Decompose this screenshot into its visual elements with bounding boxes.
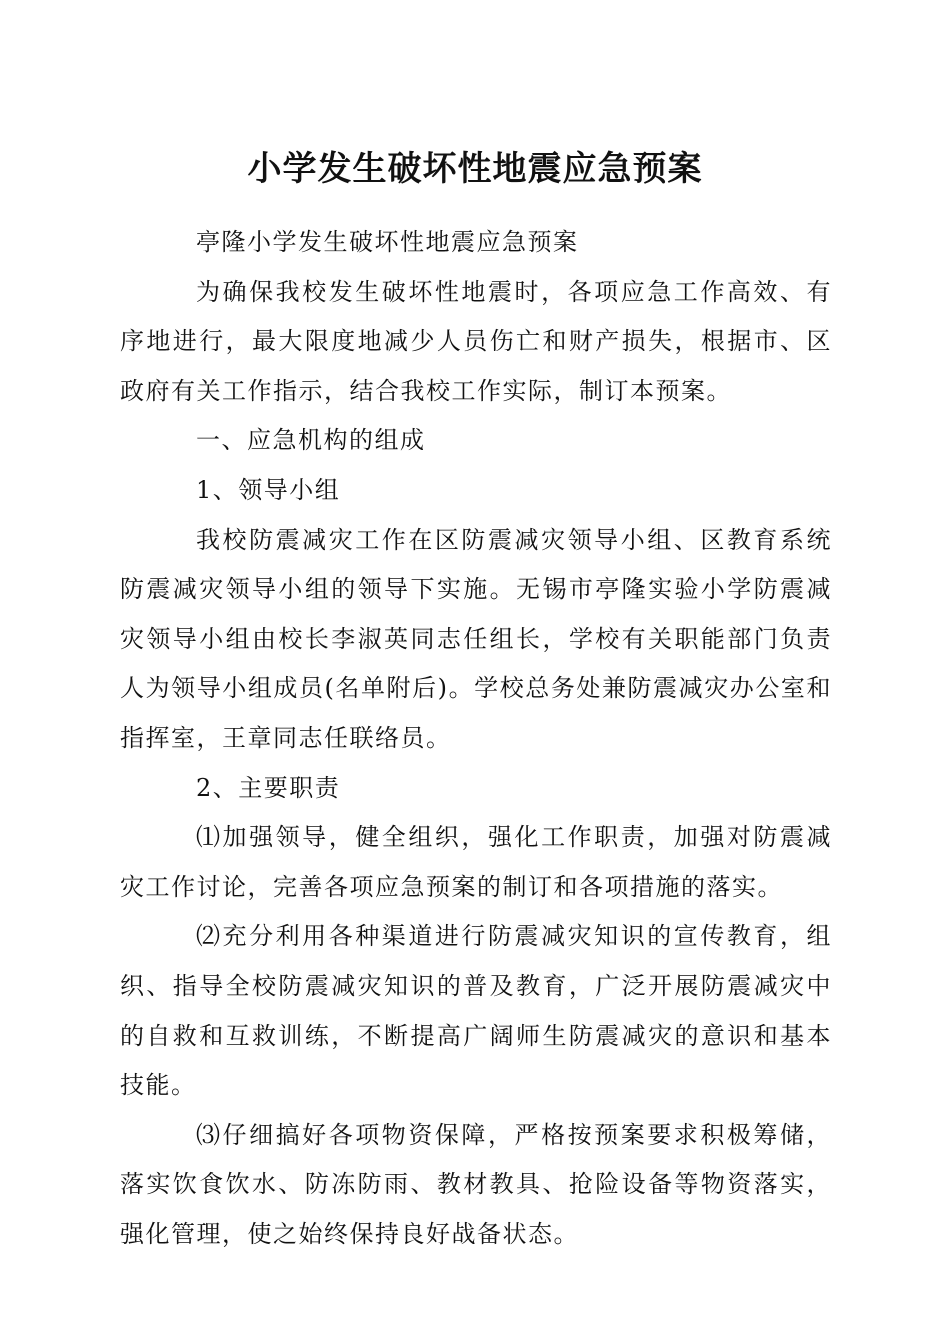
paragraph-duty-2: ⑵充分利用各种渠道进行防震减灾知识的宣传教育，组织、指导全校防震减灾知识的普及教育，广泛开展防震减灾中的自救和互救训练，不断提高广阔师生防震减灾的意识和基本技能。	[120, 922, 832, 1100]
paragraph-leadership-group: 我校防震减灾工作在区防震减灾领导小组、区教育系统防震减灾领导小组的领导下实施。无锡市亭隆实验小学防震减灾领导小组由校长李淑英同志任组长，学校有关职能部门负责人为领导小组成员(名单附后)。学校总务处兼防震减灾办公室和指挥室，王章同志任联络员。	[120, 525, 832, 752]
paragraph-subtitle: 亭隆小学发生破坏性地震应急预案	[196, 228, 579, 256]
subsection-heading-main-duties: 2、主要职责	[196, 773, 341, 802]
document-body	[120, 218, 832, 1259]
section-heading-organization: 一、应急机构的组成	[196, 426, 426, 455]
subsection-heading-leadership-group: 1、领导小组	[196, 475, 341, 504]
paragraph-purpose: 为确保我校发生破坏性地震时，各项应急工作高效、有序地进行，最大限度地减少人员伤亡和财产损失，根据市、区政府有关工作指示，结合我校工作实际，制订本预案。	[120, 277, 832, 405]
page-title: 小学发生破坏性地震应急预案	[247, 149, 703, 189]
paragraph-duty-1: ⑴加强领导，健全组织，强化工作职责，加强对防震减灾工作讨论，完善各项应急预案的制订和各项措施的落实。	[120, 823, 832, 901]
paragraph-duty-3: ⑶仔细搞好各项物资保障，严格按预案要求积极筹储，落实饮食饮水、防冻防雨、教材教具、抢险设备等物资落实，强化管理，使之始终保持良好战备状态。	[120, 1120, 832, 1248]
